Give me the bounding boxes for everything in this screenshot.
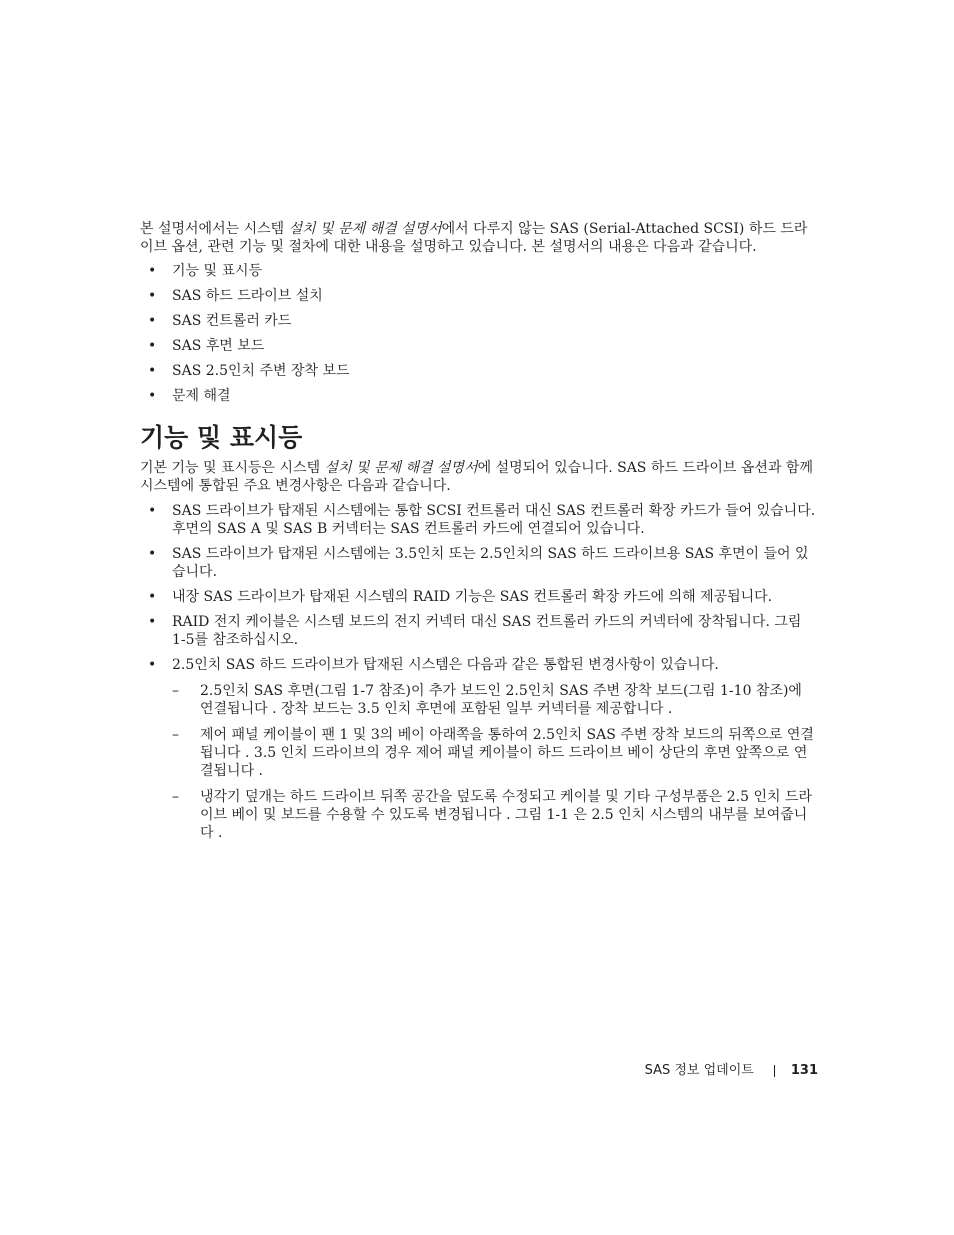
page-number: 131 xyxy=(790,1063,818,1078)
section-italic-title: 설치 및 문제 해결 설명서 xyxy=(324,460,478,476)
footer-divider xyxy=(774,1065,775,1077)
list-item: • SAS 드라이브가 탑재된 시스템에는 통합 SCSI 컨트롤러 대신 SAS 컨트롤러 확장 카드가 들어 있습니다. 후면의 SAS A 및 SAS B 커넥터는 SAS 컨트롤러 카드에 연결되어 있습니다. xyxy=(140,502,816,538)
list-item: • SAS 후면 보드 xyxy=(140,337,816,355)
section-heading: 기능 및 표시등 xyxy=(140,423,303,452)
sub-list-item: – 냉각기 덮개는 하드 드라이브 뒤쪽 공간을 덮도록 수정되고 케이블 및 기타 구성부품은 2.5 인치 드라이브 베이 및 보드를 수용할 수 있도록 변경됩니다 . 그림 1-1 은 2.5 인치 시스템의 내부를 보여줍니다 . xyxy=(172,788,816,842)
list-item: • 기능 및 표시등 xyxy=(140,262,816,280)
intro-italic-title: 설치 및 문제 해결 설명서 xyxy=(288,221,442,237)
list-item-text: 2.5인치 SAS 하드 드라이브가 탑재된 시스템은 다음과 같은 통합된 변경사항이 있습니다. xyxy=(172,657,719,673)
list-item xyxy=(140,656,816,842)
list-item: • SAS 하드 드라이브 설치 xyxy=(140,287,816,305)
footer-title: SAS 정보 업데이트 xyxy=(644,1063,754,1078)
section-paragraph xyxy=(140,459,816,495)
features-list xyxy=(140,502,816,842)
list-item: • SAS 2.5인치 주변 장착 보드 xyxy=(140,362,816,380)
intro-text-2: 에서 다루지 않는 SAS (Serial-Attached SCSI) 하드 드라이브 옵션, 관련 기능 및 절차에 대한 내용을 설명하고 있습니다. 본 설명서의 내용은 다음과 같습니다. xyxy=(140,221,808,255)
section-text-2: 에 설명되어 있습니다. SAS 하드 드라이브 옵션과 함께 시스템에 통합된 주요 변경사항은 다음과 같습니다. xyxy=(140,460,813,494)
list-item: • 내장 SAS 드라이브가 탑재된 시스템의 RAID 기능은 SAS 컨트롤러 확장 카드에 의해 제공됩니다. xyxy=(140,588,816,606)
section-text-1: 기본 기능 및 표시등은 시스템 xyxy=(140,460,325,476)
list-item: • 문제 해결 xyxy=(140,387,816,405)
sub-list-item: – 2.5인치 SAS 후면(그림 1-7 참조)이 추가 보드인 2.5인치 SAS 주변 장착 보드(그림 1-10 참조)에 연결됩니다 . 장착 보드는 3.5 인치 후면에 포함된 일부 커넥터를 제공합니다 . xyxy=(172,682,816,718)
page-content xyxy=(140,220,816,850)
list-item: • SAS 컨트롤러 카드 xyxy=(140,312,816,330)
contents-list xyxy=(140,262,816,405)
intro-text-1: 본 설명서에서는 시스템 xyxy=(140,221,289,237)
sub-list-item: – 제어 패널 케이블이 팬 1 및 3의 베이 아래쪽을 통하여 2.5인치 SAS 주변 장착 보드의 뒤쪽으로 연결됩니다 . 3.5 인치 드라이브의 경우 제어 패널 케이블이 하드 드라이브 베이 상단의 후면 앞쪽으로 연결됩니다 . xyxy=(172,726,816,780)
page-footer xyxy=(645,1063,818,1079)
list-item: • RAID 전지 케이블은 시스템 보드의 전지 커넥터 대신 SAS 컨트롤러 카드의 커넥터에 장착됩니다. 그림 1-5를 참조하십시오. xyxy=(140,613,816,649)
list-item: • SAS 드라이브가 탑재된 시스템에는 3.5인치 또는 2.5인치의 SAS 하드 드라이브용 SAS 후면이 들어 있습니다. xyxy=(140,545,816,581)
sub-list xyxy=(172,682,816,842)
intro-paragraph xyxy=(140,220,816,256)
